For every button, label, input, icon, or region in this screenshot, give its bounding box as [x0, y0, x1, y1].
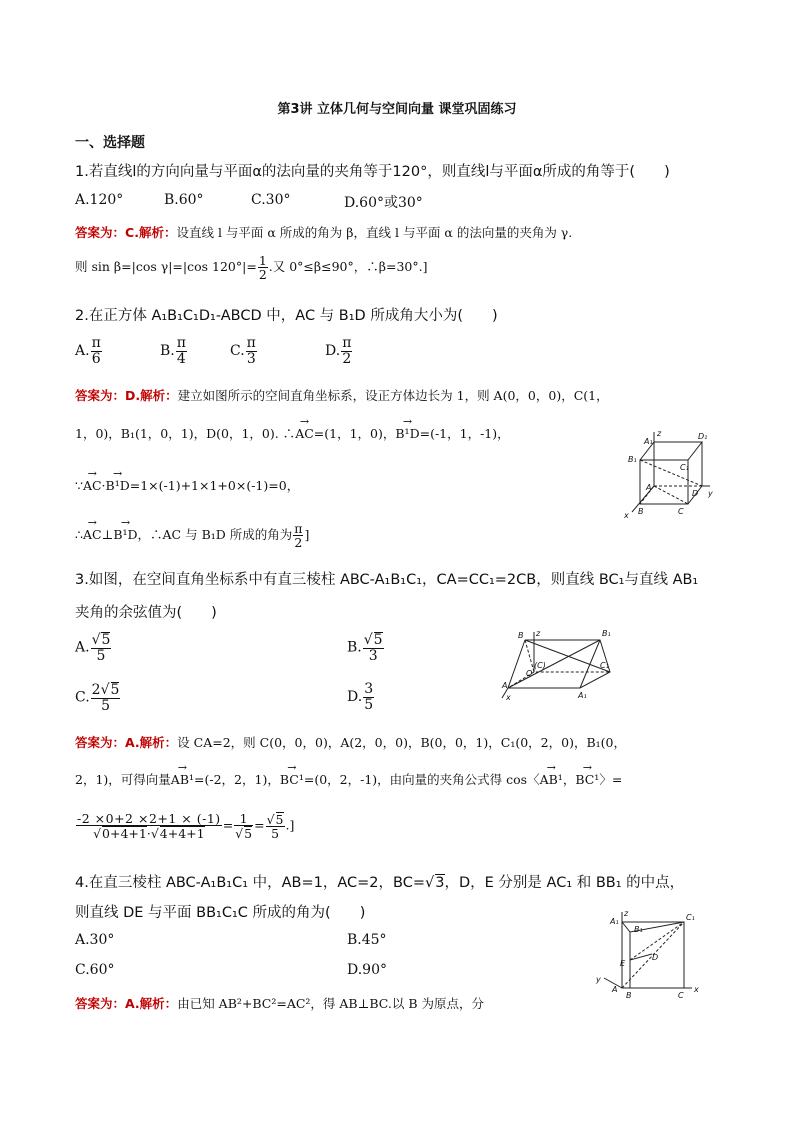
q2-frac-den: 2	[294, 535, 303, 551]
q2-option-c-letter: C.	[230, 343, 245, 360]
fig-label: B	[638, 507, 644, 516]
answer-label: 答案为：	[75, 225, 126, 240]
vector-ab1: → AB¹	[171, 772, 194, 787]
q1-analysis-text: 设直线 l 与平面 α 所成的角为 β，直线 l 与平面 α 的法向量的夹角为 γ.	[176, 225, 573, 240]
q1-analysis-line1	[75, 223, 572, 241]
q1-fraction-num: 1	[258, 253, 267, 268]
q2-analysis-text: 建立如图所示的空间直角坐标系，设正方体边长为 1，则 A(0，0，0)，C(1，	[177, 388, 609, 403]
q3-res2-den: 5	[271, 826, 280, 842]
q1-answer: C.	[125, 225, 139, 240]
q2-stem: 2.在正方体 A₁B₁C₁D₁-ABCD 中，AC 与 B₁D 所成角大小为( )	[75, 308, 498, 324]
q3-big-num: -2 ×0+2 ×2+1 × (-1)	[77, 811, 221, 826]
q3-option-d-num: 3	[364, 681, 374, 697]
q1-fraction-den: 2	[258, 267, 267, 283]
q3-option-b-den: 3	[368, 647, 378, 664]
answer-label: 答案为：	[75, 388, 126, 403]
q1-fraction	[258, 254, 268, 281]
fig-label: A₁	[578, 691, 587, 700]
q1-option-a: A.120°	[75, 192, 124, 208]
q3-analysis-text: 设 CA=2，则 C(0，0，0)，A(2，0，0)，B(0，0，1)，C₁(0，2，0)，B₁(0，	[177, 735, 626, 750]
fig-label: C₁	[686, 913, 695, 922]
vector-b1d: → B¹D	[106, 478, 130, 493]
q1-option-d: D.60°或30°	[344, 195, 423, 211]
q3-analysis-line3: $\frac{-2 \times 0+2 \times 2+1 \times (-1)}{√0+4+1\cdot√4+4+1}$ = $\frac{1}{√5}$ = $\frac{√5}{5}$ .]	[77, 811, 295, 842]
q4-option-d: D.90°	[347, 962, 387, 978]
q3-option-b-rad: 5	[373, 632, 383, 648]
q3-option-c: C. $\frac{2√5}{5}$	[75, 682, 120, 714]
q4-stem-rad: 3	[435, 875, 445, 891]
q2-option-a	[75, 336, 103, 366]
q2-text-conclusion: ，∴AC 与 B₁D 所成的角为	[137, 527, 293, 543]
answer-label: 答案为：	[75, 735, 126, 750]
fig-label: (C)	[534, 661, 546, 670]
q3-text-d: ，	[562, 772, 576, 787]
q3-option-a: A. $\frac{√5}{5}$	[75, 632, 111, 664]
q3-analysis-line2	[75, 770, 622, 788]
q3-big-fraction: $\frac{-2 \times 0+2 \times 2+1 \times (-1)}{√0+4+1\cdot√4+4+1}$	[77, 811, 221, 842]
fig-label: C₁	[680, 463, 689, 472]
page-title: 第3讲 立体几何与空间向量 课堂巩固练习	[277, 102, 517, 117]
analysis-label: 解析：	[139, 996, 178, 1011]
fig-label: B	[626, 991, 632, 1000]
fig-label: C	[678, 991, 684, 1000]
q1-analysis-text-a: 则 sin β=|cos γ|=|cos 120°|=	[75, 259, 257, 275]
q2-analysis-line3	[75, 476, 299, 494]
prism-figure-q4	[592, 908, 702, 1000]
q3-answer: A.	[125, 735, 140, 750]
q4-option-b: B.45°	[347, 932, 387, 948]
q1-option-b: B.60°	[164, 192, 204, 208]
q4-option-a: A.30°	[75, 932, 115, 948]
q4-analysis-text: 由已知 AB²+BC²=AC²，得 AB⊥BC.以 B 为原点，分	[177, 996, 485, 1011]
q3-option-d-letter: D.	[347, 689, 363, 706]
fig-label: z	[657, 429, 662, 438]
fig-label: y	[596, 975, 601, 984]
q3-option-a-den: 5	[96, 647, 106, 664]
q3-option-c-rad: 5	[110, 682, 120, 698]
fig-label: O	[526, 669, 533, 678]
q3-big-den-b: 4+4+1	[159, 826, 205, 842]
fig-label: E	[620, 959, 626, 968]
vector-b1d: → B¹D	[395, 426, 419, 441]
q2-option-d-letter: D.	[325, 343, 341, 360]
fig-label: B₁	[634, 925, 643, 934]
prism-figure-q3	[500, 628, 622, 704]
q2-option-b	[160, 336, 188, 366]
q2-analysis-line1	[75, 386, 609, 404]
q1-option-c: C.30°	[251, 192, 291, 208]
fig-label: D₁	[698, 432, 708, 441]
fig-label: C	[678, 507, 684, 516]
dot-symbol: ·	[101, 478, 106, 493]
q3-option-d	[347, 682, 375, 712]
fig-label: D	[652, 953, 659, 962]
q2-option-c-num: π	[246, 335, 256, 351]
q2-option-b-den: 4	[176, 350, 186, 367]
cube-figure	[618, 428, 718, 520]
q2-option-d	[325, 336, 353, 366]
fig-label: y	[708, 489, 713, 498]
q2-analysis-line2	[75, 424, 510, 442]
q3-option-c-coef: 2	[91, 682, 101, 698]
q3-option-b: B. $\frac{√5}{3}$	[347, 632, 383, 664]
fig-label: z	[624, 909, 629, 918]
q2-option-b-letter: B.	[160, 343, 175, 360]
q2-analysis-line4	[75, 522, 309, 549]
vector-ab1: → AB¹	[540, 772, 563, 787]
q2-option-d-den: 2	[342, 350, 352, 367]
q4-answer: A.	[125, 996, 140, 1011]
q3-stem-line2: 夹角的余弦值为( )	[75, 605, 217, 621]
fig-label: A	[502, 681, 508, 690]
q4-stem-b: ，D，E 分别是 AC₁ 和 BB₁ 的中点，	[444, 875, 685, 891]
analysis-label: 解析：	[138, 225, 177, 240]
q3-option-c-letter: C.	[75, 689, 90, 706]
fig-label: A₁	[644, 437, 653, 446]
q3-big-den-a: 0+4+1	[102, 826, 147, 842]
section-heading: 一、选择题	[75, 135, 145, 151]
fig-label: A	[612, 985, 618, 994]
fig-label: D	[692, 489, 699, 498]
q3-option-a-letter: A.	[75, 639, 90, 656]
q2-answer: D.	[125, 388, 141, 403]
perp-symbol: ⊥	[101, 527, 114, 543]
vector-b1d: → B¹D	[113, 527, 137, 542]
q3-tail: .]	[285, 817, 295, 833]
q2-option-a-letter: A.	[75, 343, 90, 360]
fig-label: B	[518, 631, 524, 640]
q2-option-d-num: π	[342, 335, 352, 351]
q3-option-d-den: 5	[364, 696, 374, 713]
q3-res2-num: 5	[275, 812, 284, 827]
q3-stem-line1: 3.如图，在空间直角坐标系中有直三棱柱 ABC-A₁B₁C₁，CA=CC₁=2CB，则直线 BC₁与直线 AB₁	[75, 572, 699, 588]
because-symbol: ∵	[75, 478, 83, 493]
q2-option-a-den: 6	[91, 350, 101, 367]
vector-bc1: → BC¹	[575, 772, 599, 787]
vector-ac: → AC	[83, 478, 102, 493]
vector-ac: → AC	[295, 426, 314, 441]
q4-stem-line1: 4.在直三棱柱 ABC-A₁B₁C₁ 中，AB=1，AC=2，BC=√3，D，E 分别是 AC₁ 和 BB₁ 的中点，	[75, 875, 685, 891]
therefore-symbol: ∴	[75, 527, 83, 543]
fig-label: C₁	[600, 661, 609, 670]
fig-label: z	[536, 629, 541, 638]
fig-label: B₁	[628, 455, 637, 464]
q3-text-a: 2，1)，可得向量	[75, 772, 171, 787]
q1-stem: 1.若直线l的方向向量与平面α的法向量的夹角等于120°，则直线l与平面α所成的角等于( )	[75, 164, 670, 180]
q2-option-a-num: π	[91, 335, 101, 351]
q3-text-e: 〉=	[599, 772, 623, 787]
vector-ac: → AC	[83, 527, 102, 542]
q2-option-c	[230, 336, 258, 366]
q3-option-b-letter: B.	[347, 639, 362, 656]
q4-analysis-line1	[75, 994, 484, 1012]
q4-stem-a: 4.在直三棱柱 ABC-A₁B₁C₁ 中，AB=1，AC=2，BC=	[75, 875, 426, 891]
q1-analysis-line2	[75, 254, 427, 281]
answer-label: 答案为：	[75, 996, 126, 1011]
fig-label: A	[646, 483, 652, 492]
q2-text-b: =(1，1，0)，	[313, 426, 396, 441]
q4-stem-line2: 则直线 DE 与平面 BB₁C₁C 所成的角为( )	[75, 905, 366, 921]
q2-text-a: 1，0)，B₁(1，0，1)，D(0，1，0). ∴	[75, 426, 296, 441]
q3-text-c: =(0，2，-1)，由向量的夹角公式得 cos〈	[303, 772, 540, 787]
fig-label: x	[694, 985, 699, 994]
analysis-label: 解析：	[139, 735, 178, 750]
q1-analysis-text-b: .又 0°≤β≤90°，∴β=30°.]	[268, 259, 428, 275]
q2-dot-product: =1×(-1)+1×1+0×(-1)=0，	[129, 478, 300, 493]
q2-close-bracket: ]	[304, 527, 310, 543]
q3-text-b: =(-2，2，1)，	[194, 772, 280, 787]
q2-option-c-den: 3	[246, 350, 256, 367]
q2-frac-num: π	[294, 521, 303, 536]
q4-option-c: C.60°	[75, 962, 115, 978]
vector-bc1: → BC¹	[280, 772, 304, 787]
fig-label: x	[506, 693, 511, 702]
q3-res1-num: 1	[234, 812, 253, 826]
q3-option-c-den: 5	[101, 697, 111, 714]
fig-label: A₁	[610, 917, 619, 926]
fig-label: B₁	[602, 629, 611, 638]
q2-text-c: =(-1，1，-1)，	[419, 426, 510, 441]
analysis-label: 解析：	[140, 388, 178, 403]
q3-option-a-rad: 5	[101, 632, 111, 648]
q3-res1-den: 5	[244, 826, 253, 842]
q3-analysis-line1	[75, 733, 626, 751]
q2-option-b-num: π	[176, 335, 186, 351]
fig-label: x	[624, 511, 629, 520]
